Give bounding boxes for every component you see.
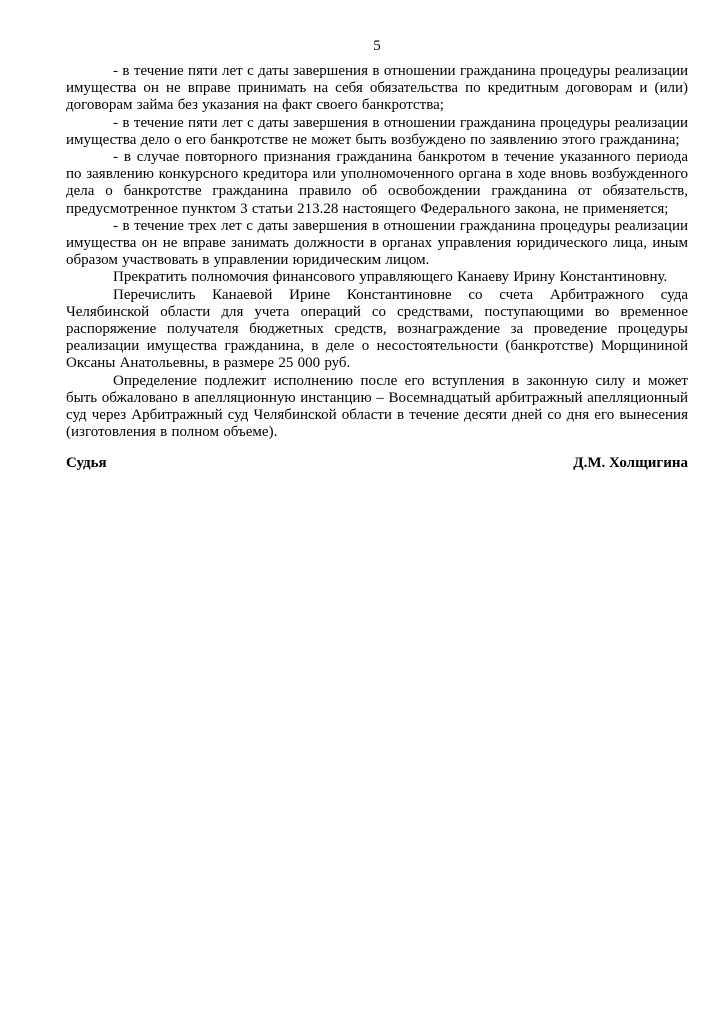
document-paragraph: - в случае повторного признания гражданина банкротом в течение указанного периода по заявлению конкурсного кредитора или уполномоченного органа в ходе вновь возбужденного дела о банкротстве гражданина правило об освобождении гражданина от обязательств, предусмотренное пунктом 3 статьи 213.28 настоящего Федерального закона, не применяется; — [66, 149, 688, 217]
document-paragraph: - в течение трех лет с даты завершения в отношении гражданина процедуры реализации имущества он не вправе занимать должности в органах управления юридического лица, иным образом участвовать в управлении юридическим лицом. — [66, 217, 688, 269]
signature-row — [66, 455, 688, 472]
page-number: 5 — [373, 38, 381, 54]
document-paragraph: - в течение пяти лет с даты завершения в отношении гражданина процедуры реализации имущества дело о его банкротстве не может быть возбуждено по заявлению этого гражданина; — [66, 114, 688, 148]
document-paragraph: - в течение пяти лет с даты завершения в отношении гражданина процедуры реализации имущества он не вправе принимать на себя обязательства по кредитным договорам и (или) договорам займа без указания на факт своего банкротства; — [66, 63, 688, 114]
signature-name: Д.М. Холщигина — [573, 455, 688, 472]
document-paragraph: Прекратить полномочия финансового управляющего Канаеву Ирину Константиновну. — [113, 269, 668, 286]
signature-role: Судья — [66, 455, 107, 472]
document-paragraph: Перечислить Канаевой Ирине Константиновне со счета Арбитражного суда Челябинской области для учета операций со средствами, поступающими во временное распоряжение получателя бюджетных средств, вознаграждение за проведение процедуры реализации имущества гражданина, в деле о несостоятельности (банкротстве) Морщининой Оксаны Анатольевны, в размере 25 000 руб. — [66, 286, 688, 372]
document-body — [66, 63, 688, 441]
document-paragraph: Определение подлежит исполнению после его вступления в законную силу и может быть обжаловано в апелляционную инстанцию – Восемнадцатый арбитражный апелляционный суд через Арбитражный суд Челябинской области в течение десяти дней со дня его вынесения (изготовления в полном объеме). — [66, 372, 688, 441]
